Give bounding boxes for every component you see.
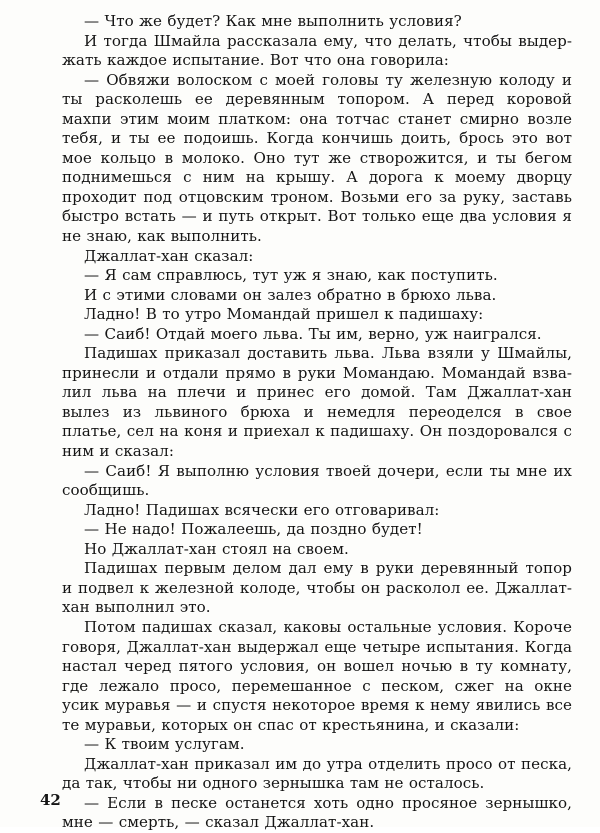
- paragraph: — Если в песке останется хоть одно просяное зернышко, мне — смерть, — сказал Джаллат-хан.: [62, 793, 572, 832]
- page-body-text: [62, 12, 572, 833]
- paragraph: — К твоим услугам.: [84, 735, 245, 754]
- paragraph: Потом падишах сказал, каковы остальные условия. Короче говоря, Джаллат-хан выдержал еще четыре испытания. Когда настал черед пятого условия, он вошел ночью в ту комнату, где лежало просо, перемешанное с песком, сжег на окне усик муравья — и спустя некоторое время к нему явились все те муравьи, которых он спас от крестьянина, и сказали:: [62, 617, 572, 734]
- paragraph: И с этими словами он залез обратно в брюхо льва.: [84, 285, 497, 304]
- paragraph: — Обвяжи волоском с моей головы ту железную колоду и ты расколешь ее деревянным топором. А перед коровой махпи этим моим платком: она тотчас станет смирно возле тебя, и ты ее подоишь. Когда кончишь доить, брось это вот мое кольцо в молоко. Оно тут же створожится, и ты бегом поднимешься с ним на крышу. А дорога к моему дворцу проходит под отцовским троном. Возьми его за руку, заставь быстро встать — и путь открыт. Вот только еще два условия я не знаю, как выполнить.: [62, 70, 572, 246]
- paragraph: — Саиб! Я выполню условия твоей дочери, если ты мне их сообщишь.: [62, 461, 572, 500]
- paragraph: Падишах приказал доставить льва. Льва взяли у Шмайлы, принесли и отдали прямо в руки Момандаю. Момандай взвалил льва на плечи и принес его домой. Там Джаллат-хан вылез из львиного брюха и немедля переоделся в свое платье, сел на коня и приехал к падишаху. Он поздоровался с ним и сказал:: [62, 344, 572, 461]
- paragraph: Но Джаллат-хан стоял на своем.: [84, 539, 349, 558]
- paragraph: Ладно! В то утро Момандай пришел к падишаху:: [84, 305, 484, 324]
- paragraph: — Не надо! Пожалеешь, да поздно будет!: [84, 520, 423, 539]
- paragraph: — Что же будет? Как мне выполнить условия?: [84, 12, 462, 30]
- paragraph: — Я сам справлюсь, тут уж я знаю, как поступить.: [84, 266, 498, 285]
- paragraph: И тогда Шмайла рассказала ему, что делать, чтобы выдержать каждое испытание. Вот что она говорила:: [62, 31, 572, 70]
- paragraph: Джаллат-хан приказал им до утра отделить просо от песка, да так, чтобы ни одного зернышка там не осталось.: [62, 754, 572, 793]
- paragraph: Джаллат-хан сказал:: [84, 246, 254, 265]
- paragraph: Падишах первым делом дал ему в руки деревянный топор и подвел к железной колоде, чтобы он расколол ее. Джаллатхан выполнил это.: [62, 559, 572, 617]
- paragraph: Ладно! Падишах всячески его отговаривал:: [84, 500, 440, 519]
- page-number: 42: [40, 791, 61, 809]
- paragraph: — Саиб! Отдай моего льва. Ты им, верно, уж наигрался.: [84, 324, 542, 343]
